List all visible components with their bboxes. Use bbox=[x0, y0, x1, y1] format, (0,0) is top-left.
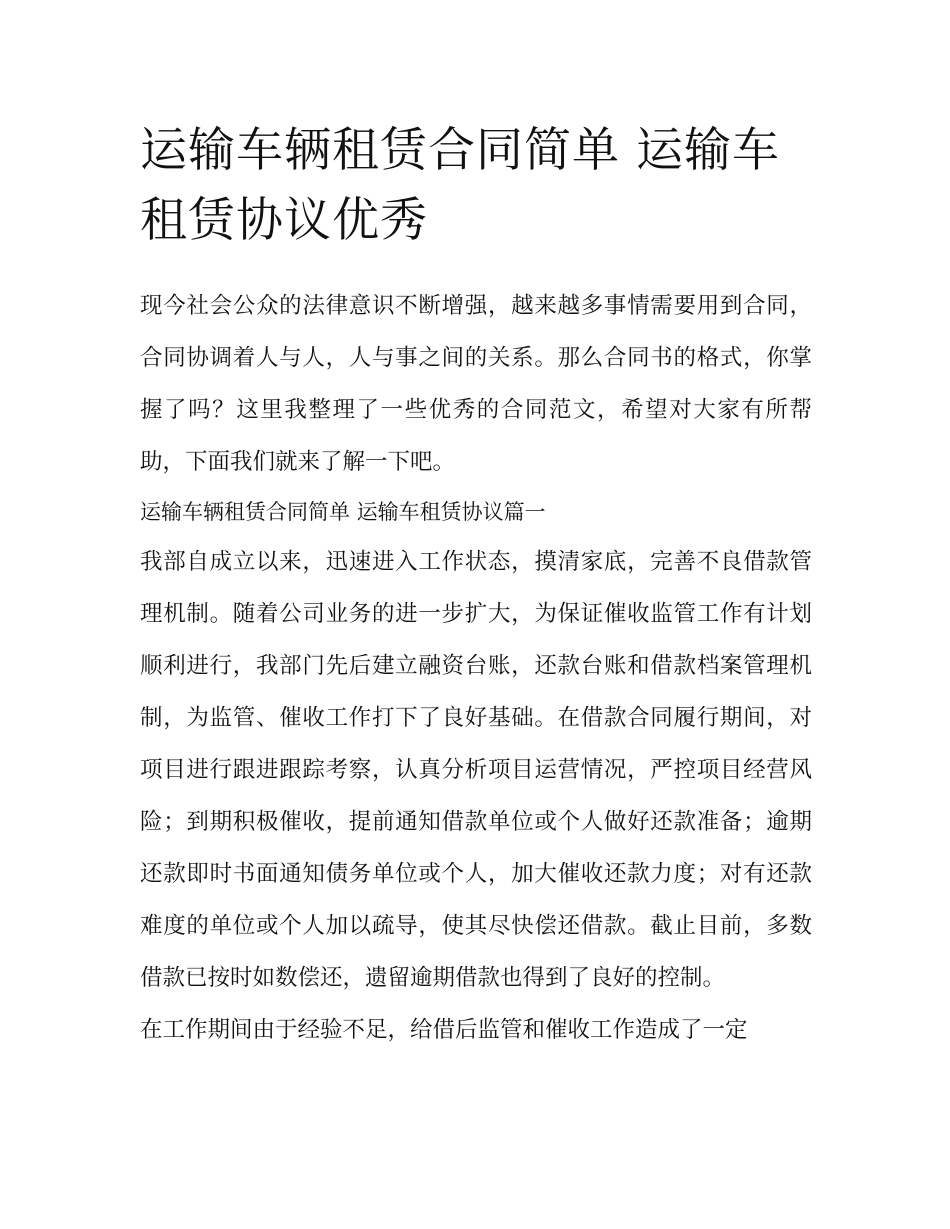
section-heading: 运输车辆租赁合同简单 运输车租赁协议篇一 bbox=[140, 500, 546, 524]
document-title: 运输车辆租赁合同简单 运输车租赁协议优秀 bbox=[140, 123, 780, 248]
body-paragraph-2: 在工作期间由于经验不足，给借后监管和催收工作造成了一定 bbox=[140, 1017, 748, 1043]
intro-paragraph: 现今社会公众的法律意识不断增强，越来越多事情需要用到合同，合同协调着人与人，人与事之间的关系。那么合同书的格式，你掌握了吗？这里我整理了一些优秀的合同范文，希望对大家有所帮助，下面我们就来了解一下吧。 bbox=[140, 293, 812, 475]
document-body bbox=[140, 280, 812, 1056]
body-paragraph-1: 我部自成立以来，迅速进入工作状态，摸清家底，完善不良借款管理机制。随着公司业务的进一步扩大，为保证催收监管工作有计划顺利进行，我部门先后建立融资台账，还款台账和借款档案管理机制，为监管、催收工作打下了良好基础。在借款合同履行期间，对项目进行跟进跟踪考察，认真分析项目运营情况，严控项目经营风险；到期积极催收，提前通知借款单位或个人做好还款准备；逾期还款即时书面通知债务单位或个人，加大催收还款力度；对有还款难度的单位或个人加以疏导，使其尽快偿还借款。截止目前，多数借款已按时如数偿还，遗留逾期借款也得到了良好的控制。 bbox=[140, 549, 812, 991]
